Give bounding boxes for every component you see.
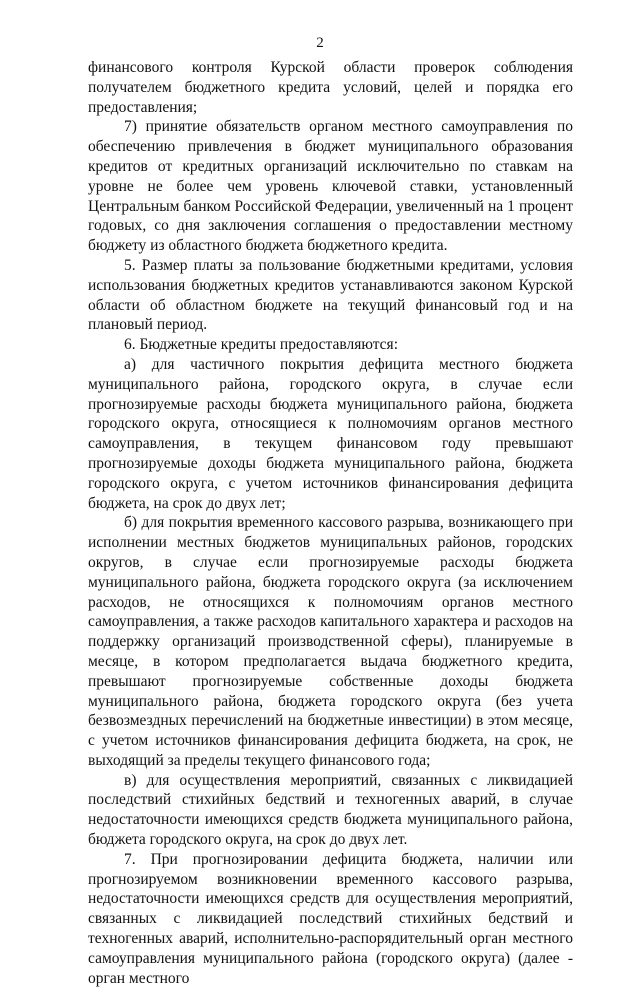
paragraph-section-5-fee: 5. Размер платы за пользование бюджетными кредитами, условия использования бюджетных кредитов устанавливаются законом Курской области об областном бюджете на текущий финансовый год и на плановый период.: [88, 256, 573, 334]
document-body: [88, 58, 573, 988]
page-number: 2: [316, 35, 324, 51]
paragraph-section-7-forecasting: 7. При прогнозировании дефицита бюджета, наличии или прогнозируемом возникновении временного кассового разрыва, недостаточности имеющихся средств для осуществления мероприятий, связанных с ликвидацией последствий стихийных бедствий и техногенных аварий, исполнительно-распорядительный орган местного самоуправления муниципального района (городского округа) (далее - орган местного: [88, 850, 573, 987]
paragraph-item-b: б) для покрытия временного кассового разрыва, возникающего при исполнении местных бюджетов муниципальных районов, городских округов, в случае если прогнозируемые расходы бюджета муниципального района, бюджета городского округа (за исключением расходов, не относящихся к полномочиям органов местного самоуправления, а также расходов капитального характера и расходов на поддержку организаций производственной сферы), планируемые в месяце, в котором предполагается выдача бюджетного кредита, превышают прогнозируемые собственные доходы бюджета муниципального района, бюджета городского округа (без учета безвозмездных перечислений на бюджетные инвестиции) в этом месяце, с учетом источников финансирования дефицита бюджета, на срок, не выходящий за пределы текущего финансового года;: [88, 514, 573, 769]
paragraph-continuation: финансового контроля Курской области проверок соблюдения получателем бюджетного кредита условий, целей и порядка его предоставления;: [88, 59, 573, 116]
paragraph-item-7-obligations: 7) принятие обязательств органом местного самоуправления по обеспечению привлечения в бюджет муниципального образования кредитов от кредитных организаций исключительно по ставкам на уровне не более чем уровень ключевой ставки, установленный Центральным банком Российской Федерации, увеличенный на 1 процент годовых, со дня заключения соглашения о предоставлении местному бюджету из областного бюджета бюджетного кредита.: [88, 118, 573, 255]
paragraph-item-v: в) для осуществления мероприятий, связанных с ликвидацией последствий стихийных бедствий и техногенных аварий, в случае недостаточности имеющихся средств бюджета муниципального района, бюджета городского округа, на срок до двух лет.: [88, 771, 573, 849]
paragraph-item-a: а) для частичного покрытия дефицита местного бюджета муниципального района, городского округа, в случае если прогнозируемые расходы бюджета муниципального района, бюджета городского округа, относящиеся к полномочиям органов местного самоуправления, в текущем финансовом году превышают прогнозируемые доходы бюджета муниципального района, бюджета городского округа, с учетом источников финансирования дефицита бюджета, на срок до двух лет;: [88, 355, 573, 512]
paragraph-section-6-heading: 6. Бюджетные кредиты предоставляются:: [124, 336, 398, 354]
